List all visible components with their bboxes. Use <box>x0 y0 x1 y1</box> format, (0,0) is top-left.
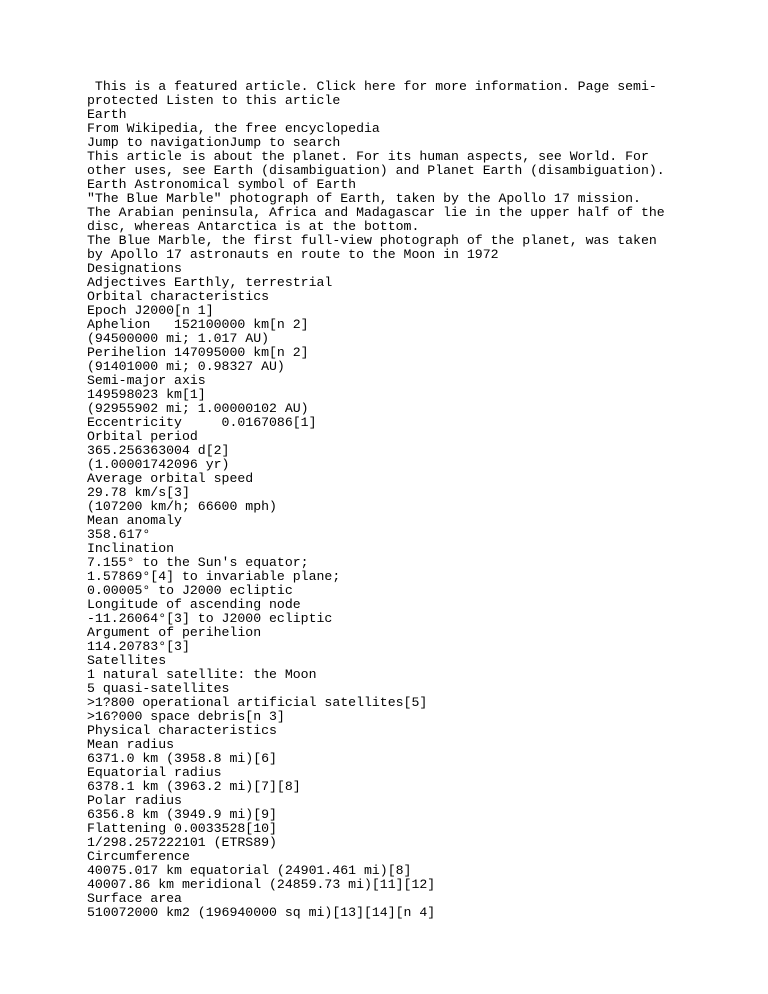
text-line: other uses, see Earth (disambiguation) and Planet Earth (disambiguation). <box>87 163 665 178</box>
text-line: Average orbital speed <box>87 471 254 486</box>
article-text <box>87 80 687 920</box>
text-line: -11.26064°[3] to J2000 ecliptic <box>87 611 333 626</box>
text-line: (94500000 mi; 1.017 AU) <box>87 331 270 346</box>
text-line: 7.155° to the Sun's equator; <box>87 555 309 570</box>
text-line: 6356.8 km (3949.9 mi)[9] <box>87 807 277 822</box>
text-line: Semi-major axis <box>87 373 206 388</box>
text-line: >16?000 space debris[n 3] <box>87 709 285 724</box>
text-line: (92955902 mi; 1.00000102 AU) <box>87 401 309 416</box>
text-line: 149598023 km[1] <box>87 387 206 402</box>
text-line: by Apollo 17 astronauts en route to the Moon in 1972 <box>87 247 499 262</box>
text-line: From Wikipedia, the free encyclopedia <box>87 121 380 136</box>
text-line: Perihelion 147095000 km[n 2] <box>87 345 309 360</box>
text-line: 40007.86 km meridional (24859.73 mi)[11][12] <box>87 877 436 892</box>
text-line: Orbital period <box>87 429 198 444</box>
text-line: (107200 km/h; 66600 mph) <box>87 499 277 514</box>
text-line: (1.00001742096 yr) <box>87 457 230 472</box>
text-line: 0.00005° to J2000 ecliptic <box>87 583 293 598</box>
text-line: The Blue Marble, the first full-view photograph of the planet, was taken <box>87 233 657 248</box>
text-line: Surface area <box>87 891 182 906</box>
text-line: Mean anomaly <box>87 513 182 528</box>
text-line: Inclination <box>87 541 175 556</box>
text-line: 114.20783°[3] <box>87 639 190 654</box>
text-line: Equatorial radius <box>87 765 222 780</box>
text-line: "The Blue Marble" photograph of Earth, taken by the Apollo 17 mission. <box>87 191 641 206</box>
text-line: (91401000 mi; 0.98327 AU) <box>87 359 285 374</box>
text-line: Designations <box>87 261 182 276</box>
text-line: Earth <box>87 107 127 122</box>
text-line: Longitude of ascending node <box>87 597 301 612</box>
text-line: Argument of perihelion <box>87 625 262 640</box>
text-line: Earth Astronomical symbol of Earth <box>87 177 357 192</box>
text-line: 1/298.257222101 (ETRS89) <box>87 835 277 850</box>
text-line: Eccentricity 0.0167086[1] <box>87 415 317 430</box>
text-line: 365.256363004 d[2] <box>87 443 230 458</box>
text-line: Aphelion 152100000 km[n 2] <box>87 317 309 332</box>
text-line: protected Listen to this article <box>87 93 341 108</box>
text-line: 358.617° <box>87 527 151 542</box>
text-line: 29.78 km/s[3] <box>87 485 190 500</box>
text-line: Polar radius <box>87 793 182 808</box>
text-line: Satellites <box>87 653 167 668</box>
text-line: Mean radius <box>87 737 175 752</box>
text-line: Adjectives Earthly, terrestrial <box>87 275 333 290</box>
text-line: 5 quasi-satellites <box>87 681 230 696</box>
text-line: >1?800 operational artificial satellites[5] <box>87 695 428 710</box>
text-line: The Arabian peninsula, Africa and Madagascar lie in the upper half of the <box>87 205 665 220</box>
text-line: 6371.0 km (3958.8 mi)[6] <box>87 751 277 766</box>
text-line: 1.57869°[4] to invariable plane; <box>87 569 341 584</box>
text-line: Orbital characteristics <box>87 289 270 304</box>
text-line: Flattening 0.0033528[10] <box>87 821 277 836</box>
text-line: Circumference <box>87 849 190 864</box>
text-line: This article is about the planet. For its human aspects, see World. For <box>87 149 649 164</box>
text-line: 40075.017 km equatorial (24901.461 mi)[8] <box>87 863 412 878</box>
text-line: Physical characteristics <box>87 723 277 738</box>
text-line: This is a featured article. Click here for more information. Page semi- <box>87 79 657 94</box>
text-line: 6378.1 km (3963.2 mi)[7][8] <box>87 779 301 794</box>
text-line: Jump to navigationJump to search <box>87 135 341 150</box>
text-line: disc, whereas Antarctica is at the bottom. <box>87 219 420 234</box>
text-line: 1 natural satellite: the Moon <box>87 667 317 682</box>
text-line: Epoch J2000[n 1] <box>87 303 214 318</box>
text-line: 510072000 km2 (196940000 sq mi)[13][14][n 4] <box>87 905 436 920</box>
